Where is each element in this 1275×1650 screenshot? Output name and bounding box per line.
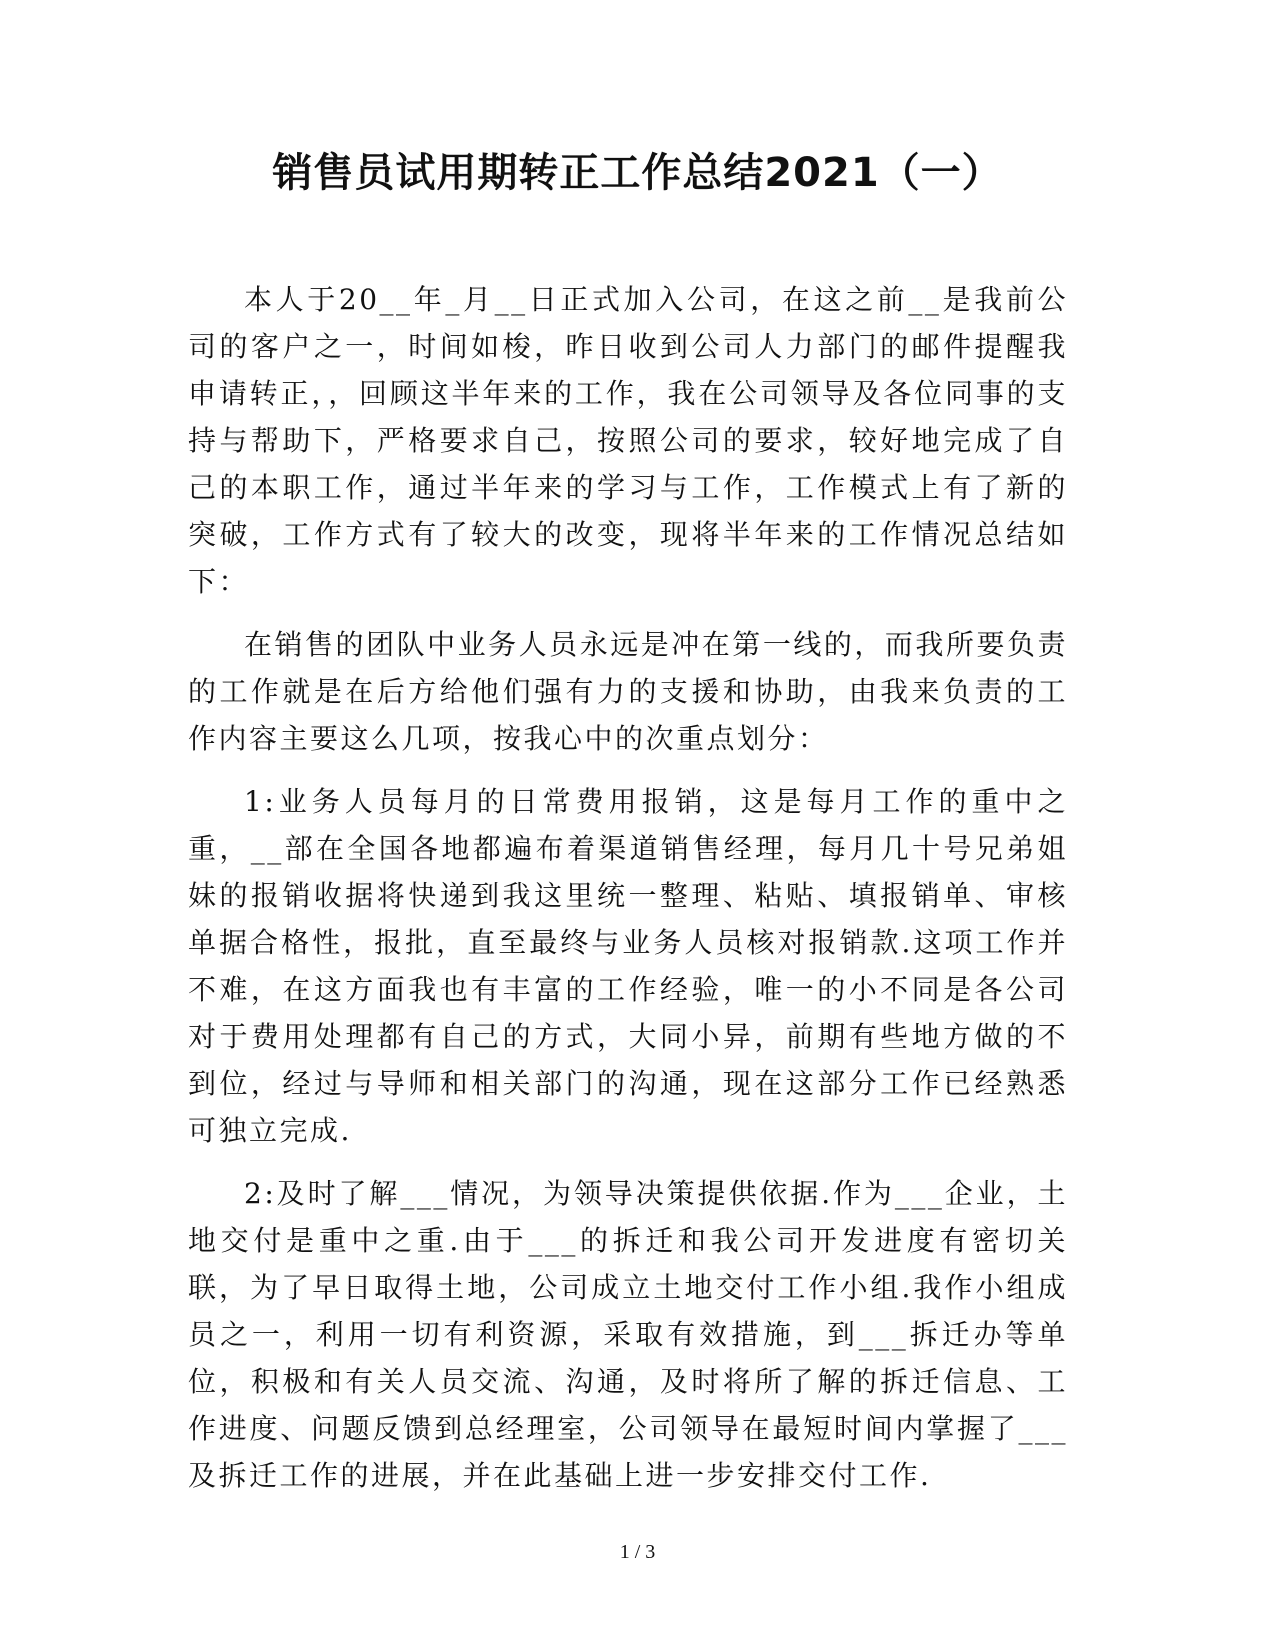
paragraph-1: 本人于20__年_月__日正式加入公司，在这之前__是我前公司的客户之一，时间如梭，昨日收到公司人力部门的邮件提醒我申请转正，，回顾这半年来的工作，我在公司领导及各位同事的支持与帮助下，严格要求自己，按照公司的要求，较好地完成了自己的本职工作，通过半年来的学习与工作，工作模式上有了新的突破，工作方式有了较大的改变，现将半年来的工作情况总结如下： bbox=[188, 283, 1068, 598]
paragraph-4: 2:及时了解___情况，为领导决策提供依据.作为___企业，土地交付是重中之重.由于___的拆迁和我公司开发进度有密切关联，为了早日取得土地，公司成立土地交付工作小组.我作小组成员之一，利用一切有利资源，采取有效措施，到___拆迁办等单位，积极和有关人员交流、沟通，及时将所了解的拆迁信息、工作进度、问题反馈到总经理室，公司领导在最短时间内掌握了___及拆迁工作的进展，并在此基础上进一步安排交付工作. bbox=[188, 1177, 1068, 1492]
paragraph-3: 1:业务人员每月的日常费用报销，这是每月工作的重中之重，__部在全国各地都遍布着渠道销售经理，每月几十号兄弟姐妹的报销收据将快递到我这里统一整理、粘贴、填报销单、审核单据合格性，报批，直至最终与业务人员核对报销款.这项工作并不难，在这方面我也有丰富的工作经验，唯一的小不同是各公司对于费用处理都有自己的方式，大同小异，前期有些地方做的不到位，经过与导师和相关部门的沟通，现在这部分工作已经熟悉可独立完成. bbox=[188, 785, 1068, 1147]
paragraph-2: 在销售的团队中业务人员永远是冲在第一线的，而我所要负责的工作就是在后方给他们强有力的支援和协助，由我来负责的工作内容主要这么几项，按我心中的次重点划分： bbox=[188, 628, 1068, 755]
page-number: 1 / 3 bbox=[619, 1541, 656, 1563]
document-title: 销售员试用期转正工作总结2021（一） bbox=[272, 150, 1003, 196]
document-body bbox=[188, 276, 1068, 1515]
